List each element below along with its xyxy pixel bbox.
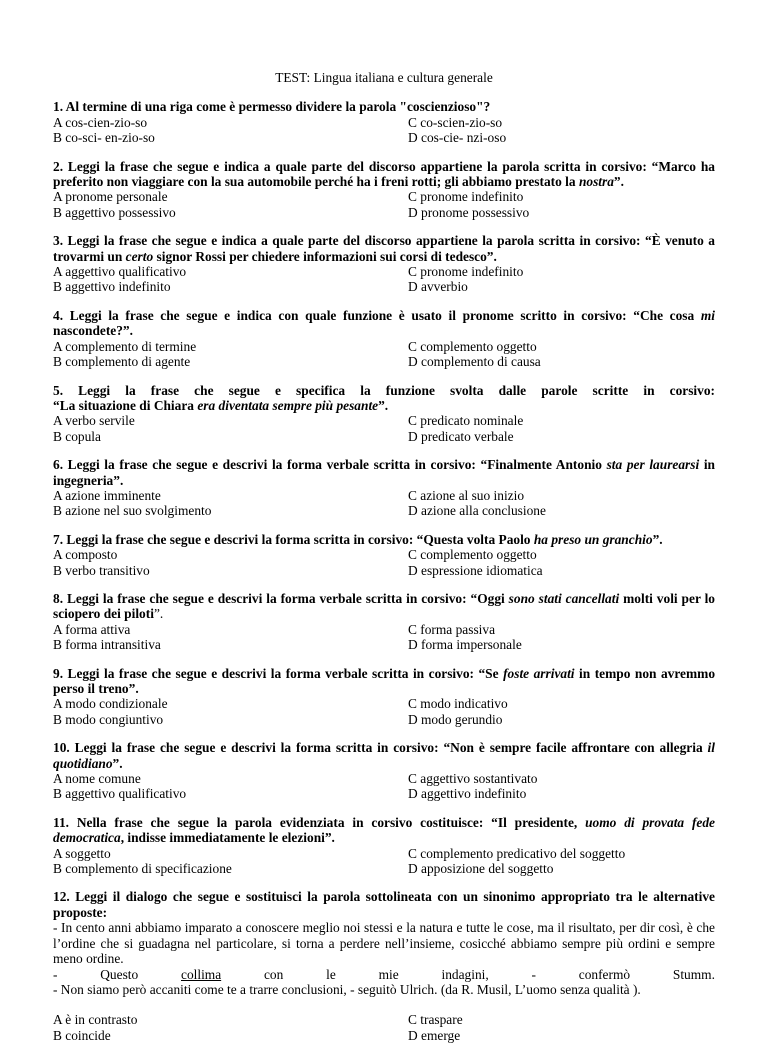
option-c: C azione al suo inizio xyxy=(408,487,525,503)
question-1 xyxy=(53,99,715,145)
question-stem: 2. Leggi la frase che segue e indica a quale parte del discorso appartiene la parola scritta in corsivo: “Marco ha preferito non viaggiare con la sua automobile perché ha i freni rotti; gli abbiamo prestato la nostra”. xyxy=(53,158,715,190)
option-c: C traspare xyxy=(408,1012,463,1028)
question-stem: 9. Leggi la frase che segue e descrivi la forma verbale scritta in corsivo: “Se foste arrivati in tempo non avremmo perso il treno”. xyxy=(53,665,716,696)
italic-word: mi xyxy=(700,307,715,323)
option-b: B verbo transitivo xyxy=(53,562,150,578)
question-11 xyxy=(53,815,715,877)
question-stem: 1. Al termine di una riga come è permesso dividere la parola "coscienzioso"? xyxy=(53,99,491,115)
options xyxy=(53,622,715,653)
option-b: B aggettivo possessivo xyxy=(53,204,176,220)
option-d: D aggettivo indefinito xyxy=(408,786,527,802)
test-page xyxy=(53,70,715,1056)
dialog-line-2: - Questo collima con le mie indagini, - confermò Stumm. xyxy=(53,966,715,982)
option-a: A è in contrasto xyxy=(53,1012,138,1028)
underlined-word: collima xyxy=(181,966,222,982)
options xyxy=(53,339,715,370)
italic-words: ha preso un granchio xyxy=(533,531,653,547)
option-a: A azione imminente xyxy=(53,487,161,503)
option-d: D apposizione del soggetto xyxy=(408,861,554,877)
option-d: D espressione idiomatica xyxy=(408,562,543,578)
option-b: B complemento di agente xyxy=(53,354,191,370)
options xyxy=(53,488,715,519)
option-c: C predicato nominale xyxy=(408,413,524,429)
option-b: B aggettivo indefinito xyxy=(53,279,171,295)
option-c: C pronome indefinito xyxy=(408,264,524,280)
italic-word: certo xyxy=(125,248,154,264)
italic-words: il quotidiano xyxy=(53,740,715,771)
option-b: B copula xyxy=(53,428,101,444)
option-c: C pronome indefinito xyxy=(408,189,524,205)
page-title: TEST: Lingua italiana e cultura generale xyxy=(275,70,493,85)
option-a: A modo condizionale xyxy=(53,696,168,712)
question-2 xyxy=(53,159,715,221)
question-stem: 11. Nella frase che segue la parola evidenziata in corsivo costituisce: “Il presidente, uomo di provata fede democratica, indisse immediatamente le elezioni”. xyxy=(53,814,715,846)
italic-words: sono stati cancellati xyxy=(508,590,620,606)
question-stem: “La situazione di Chiara era diventata sempre più pesante”. xyxy=(53,397,389,413)
question-12 xyxy=(53,889,715,1043)
option-a: A composto xyxy=(53,547,118,563)
option-c: C co-scien-zio-so xyxy=(408,114,503,130)
question-stem: 12. Leggi il dialogo che segue e sostituisci la parola sottolineata con un sinonimo appropriato tra le alternative proposte: xyxy=(53,889,715,920)
question-5 xyxy=(53,383,715,445)
italic-words: uomo di provata fede democratica xyxy=(53,814,715,846)
question-8 xyxy=(53,591,715,653)
options xyxy=(53,1012,715,1043)
option-d: D predicato verbale xyxy=(408,428,514,444)
option-d: D cos-cie- nzi-oso xyxy=(408,130,507,146)
question-7 xyxy=(53,532,715,578)
option-c: C complemento predicativo del soggetto xyxy=(408,845,626,861)
option-c: C complemento oggetto xyxy=(408,338,537,354)
option-a: A soggetto xyxy=(53,845,111,861)
question-stem: 8. Leggi la frase che segue e descrivi la forma verbale scritta in corsivo: “Oggi sono stati cancellati molti voli per lo sciopero dei piloti”. xyxy=(53,590,715,622)
italic-words: foste arrivati xyxy=(503,665,575,681)
option-d: D modo gerundio xyxy=(408,711,503,727)
option-d: D complemento di causa xyxy=(408,354,541,370)
option-a: A complemento di termine xyxy=(53,338,197,354)
question-stem-line-1: 5. Leggi la frase che segue e specifica la funzione svolta dalle parole scritte in corsivo: xyxy=(53,382,715,398)
option-b: B aggettivo qualificativo xyxy=(53,786,187,802)
option-b: B azione nel suo svolgimento xyxy=(53,503,212,519)
italic-word: nostra xyxy=(578,174,614,190)
options xyxy=(53,547,715,578)
option-d: D forma impersonale xyxy=(408,637,522,653)
question-3 xyxy=(53,233,715,295)
option-b: B modo congiuntivo xyxy=(53,711,164,727)
question-6 xyxy=(53,457,715,519)
question-stem: 10. Leggi la frase che segue e descrivi la forma scritta in corsivo: “Non è sempre facile affrontare con allegria il quotidiano”. xyxy=(53,740,715,771)
option-d: D pronome possessivo xyxy=(408,204,530,220)
dialog-line-1: - In cento anni abbiamo imparato a conoscere meglio noi stessi e la natura e tutte le cose, ma il risultato, per dir così, è che l’ordine che si guadagna nel particolare, si torna a perdere nell’insieme, cosicché abbiamo sempre più ordini e sempre meno ordine. xyxy=(53,920,715,967)
options xyxy=(53,115,715,146)
option-a: A verbo servile xyxy=(53,413,135,429)
question-stem: 6. Leggi la frase che segue e descrivi la forma verbale scritta in corsivo: “Finalmente Antonio sta per laurearsi in ingegneria”. xyxy=(53,457,716,488)
italic-words: sta per laurearsi xyxy=(606,457,700,473)
option-c: C aggettivo sostantivato xyxy=(408,771,538,787)
option-b: B coincide xyxy=(53,1027,111,1043)
option-c: C forma passiva xyxy=(408,621,496,637)
option-a: A aggettivo qualificativo xyxy=(53,264,187,280)
option-c: C complemento oggetto xyxy=(408,547,537,563)
option-a: A cos-cien-zio-so xyxy=(53,114,148,130)
options xyxy=(53,264,715,295)
option-b: B forma intransitiva xyxy=(53,637,161,653)
options xyxy=(53,189,715,220)
options xyxy=(53,413,715,444)
italic-words: era diventata sempre più pesante xyxy=(197,397,379,413)
question-4 xyxy=(53,308,715,370)
question-10 xyxy=(53,740,715,802)
options xyxy=(53,846,715,877)
option-d: D avverbio xyxy=(408,279,468,295)
question-stem: 4. Leggi la frase che segue e indica con quale funzione è usato il pronome scritto in corsivo: “Che cosa mi nascondete?”. xyxy=(53,307,715,339)
option-a: A forma attiva xyxy=(53,621,131,637)
option-b: B complemento di specificazione xyxy=(53,861,232,877)
option-a: A nome comune xyxy=(53,771,141,787)
options xyxy=(53,696,715,727)
question-stem: 3. Leggi la frase che segue e indica a quale parte del discorso appartiene la parola scritta in corsivo: “È venuto a trovarmi un certo signor Rossi per chiedere informazioni sui corsi di tedesco”. xyxy=(53,233,715,264)
option-c: C modo indicativo xyxy=(408,696,508,712)
option-d: D emerge xyxy=(408,1027,461,1043)
question-stem: 7. Leggi la frase che segue e descrivi la forma scritta in corsivo: “Questa volta Paolo ha preso un granchio”. xyxy=(53,531,663,547)
question-9 xyxy=(53,666,715,728)
option-a: A pronome personale xyxy=(53,189,168,205)
option-b: B co-sci- en-zio-so xyxy=(53,130,155,146)
option-d: D azione alla conclusione xyxy=(408,503,546,519)
options xyxy=(53,771,715,802)
dialog-line-3: - Non siamo però accaniti come te a trarre conclusioni, - seguitò Ulrich. (da R. Musil, L’uomo senza qualità ). xyxy=(53,981,641,997)
